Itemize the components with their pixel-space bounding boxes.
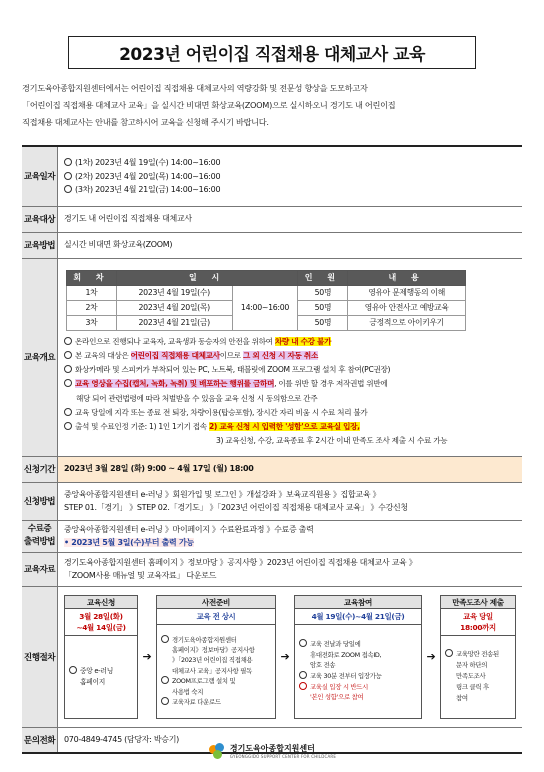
stage-body: 교육망란 전송된 문자 하단의 만족도조사 링크 클릭 후 참여 [441, 636, 515, 718]
sched-header: 일 시 [116, 270, 298, 285]
arrow-right-icon: ➔ [142, 649, 152, 663]
row-cert [22, 520, 522, 552]
footer-logo [0, 742, 544, 760]
footer-org-name: 경기도육아종합지원센터 [229, 744, 315, 753]
sched-cell: 2차 [67, 300, 117, 315]
circle-bullet-icon [161, 676, 169, 684]
stage-title: 교육참여 [295, 596, 421, 609]
circle-bullet-icon [299, 682, 307, 690]
apply-method-value [58, 482, 523, 520]
cert-value [58, 520, 523, 552]
stage-attend [294, 595, 422, 719]
stage-apply [64, 595, 138, 719]
stage-prepare [156, 595, 276, 719]
apply-method-line: STEP 01.「경기」 》STEP 02.「경기도」 》「2023년 어린이집 직접채용 대체교사 교육」 》수강신청 [64, 503, 408, 512]
circle-bullet-icon [64, 185, 72, 193]
intro-paragraph [22, 80, 522, 131]
label-target: 교육대상 [22, 206, 58, 232]
circle-bullet-icon [69, 666, 77, 674]
stage-date: 교육 당일 18:00까지 [441, 609, 515, 636]
sched-cell: 긍정적으로 아이키우기 [348, 315, 466, 330]
label-dates: 교육일자 [22, 146, 58, 206]
date-item: (2차) 2023년 4월 20일(목) 14:00~16:00 [64, 170, 516, 184]
circle-bullet-icon [64, 422, 72, 430]
materials-line: 경기도육아종합지원센터 홈페이지 》정보마당 》공지사항 》2023년 어린이집 직접채용 대체교사 교육 》 [64, 557, 417, 567]
stage-body: 중앙 e-러닝 홈페이지 [65, 636, 137, 718]
circle-bullet-icon [64, 158, 72, 166]
info-table [22, 145, 522, 754]
materials-line: 「ZOOM사용 매뉴얼 및 교육자료」 다운로드 [64, 571, 217, 580]
note-item-cont: 해당 되어 관련법령에 따라 처벌받을 수 있음을 교육 신청 시 동의함으로 간주 [76, 393, 318, 403]
row-dates [22, 146, 522, 206]
note-item: 교육 당일에 지각 또는 종료 전 퇴장, 차량이용(탑승포함), 장시간 자리 비움 시 수료 처리 불가 [64, 406, 516, 420]
row-target [22, 206, 522, 232]
row-overview [22, 258, 522, 456]
label-procedure: 진행절차 [22, 586, 58, 727]
sched-cell: 2023년 4월 21일(금) [116, 315, 232, 330]
circle-bullet-icon [299, 639, 307, 647]
target-value: 경기도 내 어린이집 직접채용 대체교사 [58, 206, 523, 232]
row-apply-method [22, 482, 522, 520]
schedule-table [66, 270, 466, 331]
materials-value [58, 552, 523, 586]
circle-bullet-icon [299, 671, 307, 679]
note-item: 온라인으로 진행되나 교육자, 교육생과 동승자의 안전을 위하여 차량 내 수강 불가 [64, 335, 516, 349]
label-apply-method: 신청방법 [22, 482, 58, 520]
row-materials [22, 552, 522, 586]
sched-cell: 2023년 4월 19일(수) [116, 285, 232, 300]
stage-body: 경기도육아종합지원센터 홈페이지》정보마당》공지사항 》「2023년 어린이집 직접채용 대체교사 교육」공지사항 필독 ZOOM프로그램 설치 및 사용법 숙지 교육자료 다운로드 [157, 625, 275, 718]
label-overview: 교육개요 [22, 258, 58, 456]
sched-header: 내 용 [348, 270, 466, 285]
stage-title: 만족도조사 제출 [441, 596, 515, 609]
label-materials: 교육자료 [22, 552, 58, 586]
stage-title: 사전준비 [157, 596, 275, 609]
arrow-right-icon: ➔ [280, 649, 290, 663]
label-contact: 문의전화 [22, 727, 58, 753]
circle-bullet-icon [64, 365, 72, 373]
page-title: 2023년 어린이집 직접채용 대체교사 교육 [119, 45, 425, 65]
circle-bullet-icon [64, 351, 72, 359]
label-apply-period: 신청기간 [22, 456, 58, 482]
sched-cell: 2023년 4월 20일(목) [116, 300, 232, 315]
label-cert: 수료증 출력방법 [22, 520, 58, 552]
stage-date: 3월 28일(화) ~4월 14일(금) [65, 609, 137, 636]
sched-cell: 영유아 문제행동의 이해 [348, 285, 466, 300]
intro-line: 직접채용 대체교사는 안내를 참고하시어 교육을 신청해 주시기 바랍니다. [22, 117, 269, 127]
circle-bullet-icon [161, 697, 169, 705]
contact-value: 070-4849-4745 (담당자: 박승기) [58, 727, 523, 753]
stage-title: 교육신청 [65, 596, 137, 609]
date-item: (1차) 2023년 4월 19일(수) 14:00~16:00 [64, 156, 516, 170]
stage-date: 4월 19일(수)~4월 21일(금) [295, 609, 421, 625]
title-box [68, 36, 476, 69]
row-apply-period [22, 456, 522, 482]
sched-cell: 3차 [67, 315, 117, 330]
footer-org-sub: GYEONGGIDO SUPPORT CENTER FOR CHILDCARE [229, 754, 337, 759]
method-value: 실시간 비대면 화상교육(ZOOM) [58, 232, 523, 258]
sched-cell: 50명 [298, 315, 348, 330]
center-logo-icon [208, 742, 226, 760]
stage-body: 교육 전날과 당일에 휴대전화로 ZOOM 접속ID, 암호 전송 교육 30분 전부터 입장가능 교육실 입장 시 반드시 '본인 성함'으로 참여 [295, 625, 421, 718]
cert-line: 중앙육아종합지원센터 e-러닝 》마이페이지 》수료완료과정 》수료증 출력 [64, 524, 314, 534]
sched-header: 회 차 [67, 270, 117, 285]
apply-period-value: 2023년 3월 28일 (화) 9:00 ~ 4월 17일 (월) 18:00 [58, 456, 523, 482]
sched-cell: 1차 [67, 285, 117, 300]
note-item: 본 교육의 대상은 어린이집 직접채용 대체교사이므로 그 외 신청 시 자동 취소 [64, 349, 516, 363]
sched-cell: 14:00~16:00 [232, 285, 298, 330]
sched-cell: 50명 [298, 285, 348, 300]
arrow-right-icon: ➔ [426, 649, 436, 663]
intro-line: 경기도육아종합지원센터에서는 어린이집 직접채용 대체교사의 역량강화 및 전문성 향상을 도모하고자 [22, 83, 368, 93]
row-method [22, 232, 522, 258]
label-method: 교육방법 [22, 232, 58, 258]
circle-bullet-icon [64, 379, 72, 387]
overview-content [58, 258, 523, 456]
cert-date-note: • 2023년 5월 3일(수)부터 출력 가능 [64, 538, 194, 547]
note-item: 화상카메라 및 스피커가 부착되어 있는 PC, 노트북, 태블릿에 ZOOM 프로그램 설치 후 참여(PC권장) [64, 363, 516, 377]
circle-bullet-icon [445, 649, 453, 657]
note-item-cont: 3) 교육신청, 수강, 교육종료 후 2시간 이내 만족도 조사 제출 시 수료 가능 [216, 436, 448, 446]
sched-header: 인 원 [298, 270, 348, 285]
sched-cell: 50명 [298, 300, 348, 315]
stage-survey [440, 595, 516, 719]
date-item: (3차) 2023년 4월 21일(금) 14:00~16:00 [64, 183, 516, 197]
row-procedure [22, 586, 522, 727]
intro-line: 「어린이집 직접채용 대체교사 교육」을 실시간 비대면 화상교육(ZOOM)으로 실시하오니 경기도 내 어린이집 [22, 100, 396, 110]
stage-date: 교육 전 상시 [157, 609, 275, 625]
circle-bullet-icon [64, 408, 72, 416]
sched-cell: 영유아 안전사고 예방교육 [348, 300, 466, 315]
note-item: 교육 영상을 수집(캡처, 녹화, 녹취) 및 배포하는 행위를 금하며, 이를 위반 할 경우 저작권법 위반에 [64, 377, 516, 391]
apply-method-line: 중앙육아종합지원센터 e-러닝 》회원가입 및 로그인 》개설강좌 》보육교직원용 》집합교육 》 [64, 489, 381, 499]
procedure-flow [58, 586, 523, 727]
circle-bullet-icon [64, 337, 72, 345]
dates-list [58, 146, 523, 206]
circle-bullet-icon [161, 635, 169, 643]
circle-bullet-icon [64, 172, 72, 180]
note-item: 출석 및 수료인정 기준: 1) 1인 1기기 접속 2) 교육 신청 시 입력한 '성함'으로 교육실 입장, [64, 420, 516, 434]
